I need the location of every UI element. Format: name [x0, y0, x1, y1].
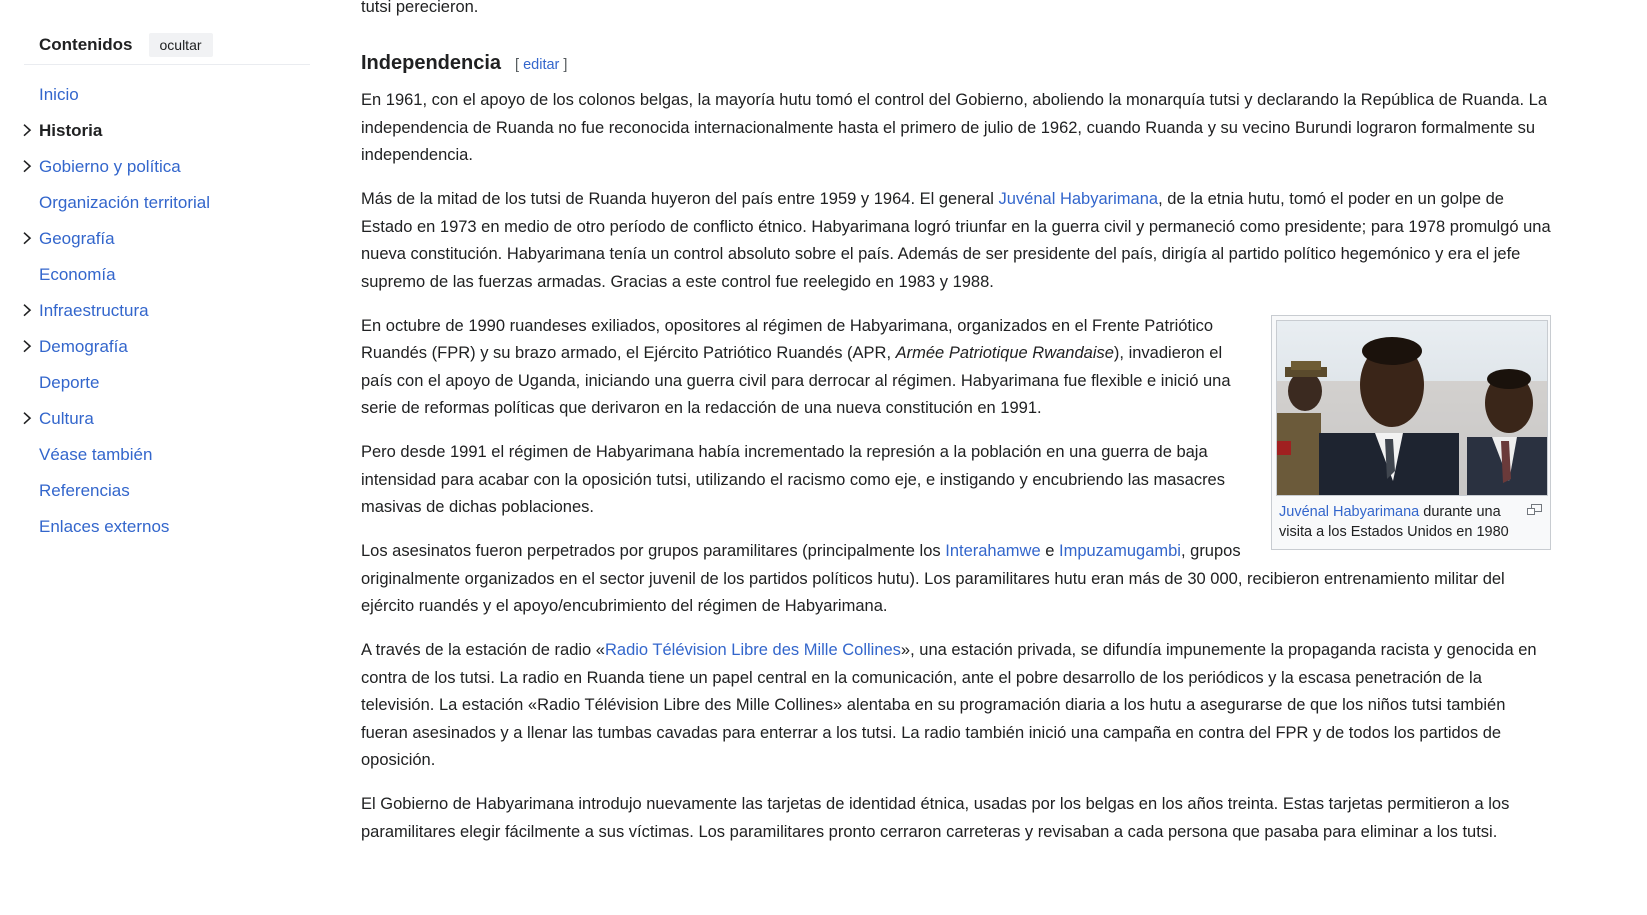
toc-item-infraestructura[interactable]	[24, 293, 310, 329]
habyarimana-photo[interactable]	[1276, 320, 1548, 496]
chevron-right-icon[interactable]	[20, 159, 34, 173]
toc-header	[24, 26, 310, 65]
section-body	[361, 87, 1551, 863]
paragraph-5-text-mid: e	[1040, 542, 1059, 560]
paragraph-6-text-b: », una estación privada, se difundía impunemente la propaganda racista y genocida en contra de los tutsi. La radio en Ruanda tiene un papel central en la comunicación, ante el pobre desarrollo de los periódicos y la escasa penetración de la televisión. La estación «Radio Télévision Libre des Mille Collines» alentaba en su programación diaria a los hutu a asegurarse de que los niños tutsi también fueran asesinados y a llenar las tumbas cavadas para enterrar a los tutsi. La radio también inició una campaña en contra del FPR y de todos los partidos de oposición.	[361, 641, 1537, 769]
toc-item-cultura[interactable]	[24, 401, 310, 437]
chevron-right-icon[interactable]	[20, 123, 34, 137]
paragraph-2-text-a: Más de la mitad de los tutsi de Ruanda huyeron del país entre 1959 y 1964. El general	[361, 190, 999, 208]
habyarimana-link[interactable]: Juvénal Habyarimana	[998, 190, 1159, 208]
edit-bracket-close: ]	[559, 57, 568, 73]
paragraph-6-text-a: A través de la estación de radio «	[361, 641, 605, 659]
enlarge-icon[interactable]	[1527, 504, 1542, 515]
paragraph-5	[361, 538, 1551, 621]
toc-item-label[interactable]: Infraestructura	[39, 301, 149, 320]
previous-section-fragment: tutsi perecieron.	[361, 0, 479, 16]
paragraph-3-italic: Armée Patriotique Rwandaise	[895, 344, 1114, 362]
paragraph-3-text-b: ), invadieron el país con el apoyo de Uganda, iniciando una guerra civil para derrocar al régimen. Habyarimana fue flexible e inició una serie de reformas políticas que derivaron en la redacción de una nueva constitución en 1991.	[361, 344, 1231, 417]
paragraph-2	[361, 186, 1551, 296]
toc-item-referencias[interactable]	[24, 473, 310, 509]
toc-item-deporte[interactable]	[24, 365, 310, 401]
toc-item-demografia[interactable]	[24, 329, 310, 365]
paragraph-5-text-b: , grupos originalmente organizados en el sector juvenil de los partidos políticos hutu). Los paramilitares hutu eran más de 30 000, recibieron entrenamiento militar del ejército ruandés y el apoyo/encubrimiento del régimen de Habyarimana.	[361, 542, 1505, 615]
paragraph-6	[361, 637, 1551, 775]
paragraph-5-text-a: Los asesinatos fueron perpetrados por grupos paramilitares (principalmente los	[361, 542, 946, 560]
toc-item-geografia[interactable]	[24, 221, 310, 257]
toc-item-label[interactable]: Cultura	[39, 409, 94, 428]
toc-item-label[interactable]: Gobierno y política	[39, 157, 181, 176]
paragraph-4: Pero desde 1991 el régimen de Habyarimana había incrementado la represión a la población en una guerra de baja intensidad para acabar con la oposición tutsi, utilizando el racismo como eje, e instigando y encubriendo las masacres masivas de dichas poblaciones.	[361, 443, 1225, 516]
caption-habyarimana-link[interactable]: Juvénal Habyarimana	[1279, 503, 1420, 520]
edit-section	[515, 57, 567, 73]
figure-caption	[1276, 496, 1546, 545]
impuzamugambi-link[interactable]: Impuzamugambi	[1058, 542, 1181, 560]
chevron-right-icon[interactable]	[20, 339, 34, 353]
figure-habyarimana	[1271, 315, 1551, 550]
toc-item-gobierno-y-politica[interactable]	[24, 149, 310, 185]
section-title: Independencia	[361, 52, 502, 74]
paragraph-7: El Gobierno de Habyarimana introdujo nuevamente las tarjetas de identidad étnica, usadas por los belgas en los años treinta. Estas tarjetas permitieron a los paramilitares elegir fácilmente a sus víctimas. Los paramilitares pronto cerraron carreteras y revisaban a cada persona que pasaba para eliminar a los tutsi.	[361, 795, 1510, 841]
toc-item-economia[interactable]	[24, 257, 310, 293]
toc-item-label[interactable]: Demografía	[39, 337, 128, 356]
paragraph-2-text-b: , de la etnia hutu, tomó el poder en un golpe de Estado en 1973 en medio de otro período de conflicto étnico. Habyarimana logró triunfar en la guerra civil y permaneció como presidente; para 1978 promulgó una nueva constitución. Habyarimana tenía un control absoluto sobre el país. Además de ser presidente del país, dirigía al partido político hegemónico y era el jefe supremo de las fuerzas armadas. Gracias a este control fue reelegido en 1983 y 1988.	[361, 190, 1551, 291]
edit-section-link[interactable]: editar	[523, 57, 560, 73]
toc-hide-button[interactable]: ocultar	[149, 33, 213, 57]
section-heading	[361, 49, 567, 79]
toc-item-historia[interactable]	[24, 113, 310, 149]
toc-item-vease-tambien[interactable]	[24, 437, 310, 473]
toc-item-enlaces-externos[interactable]	[24, 509, 310, 545]
toc-item-label[interactable]: Véase también	[39, 445, 153, 464]
toc-title: Contenidos	[39, 35, 133, 54]
rtlm-link[interactable]: Radio Télévision Libre des Mille Collines	[605, 641, 901, 659]
toc-item-label[interactable]: Economía	[39, 265, 116, 284]
toc-item-label[interactable]: Inicio	[39, 85, 79, 104]
toc-item-organizacion-territorial[interactable]	[24, 185, 310, 221]
toc-item-label[interactable]: Referencias	[39, 481, 130, 500]
paragraph-3-text-a: En octubre de 1990 ruandeses exiliados, opositores al régimen de Habyarimana, organizados en el Frente Patriótico Ruandés (FPR) y su brazo armado, el Ejército Patriótico Ruandés (APR,	[361, 316, 1214, 362]
toc-list	[24, 77, 310, 545]
chevron-right-icon[interactable]	[20, 303, 34, 317]
chevron-right-icon[interactable]	[20, 231, 34, 245]
interahamwe-link[interactable]: Interahamwe	[945, 542, 1041, 560]
toc-item-inicio[interactable]	[24, 77, 310, 113]
edit-bracket-open: [	[515, 57, 524, 73]
caption-text: durante una visita a los Estados Unidos en 1980	[1279, 503, 1509, 540]
toc-item-label[interactable]: Geografía	[39, 229, 115, 248]
chevron-right-icon[interactable]	[20, 411, 34, 425]
toc-item-label[interactable]: Organización territorial	[39, 193, 211, 212]
paragraph-1: En 1961, con el apoyo de los colonos belgas, la mayoría hutu tomó el control del Gobierno, aboliendo la monarquía tutsi y declarando la República de Ruanda. La independencia de Ruanda no fue reconocida internacionalmente hasta el primero de julio de 1962, cuando Ruanda y su vecino Burundi lograron formalmente su independencia.	[361, 91, 1548, 164]
toc-item-label[interactable]: Deporte	[39, 373, 100, 392]
toc-item-label[interactable]: Historia	[39, 121, 103, 140]
table-of-contents	[24, 26, 310, 545]
toc-item-label[interactable]: Enlaces externos	[39, 517, 170, 536]
